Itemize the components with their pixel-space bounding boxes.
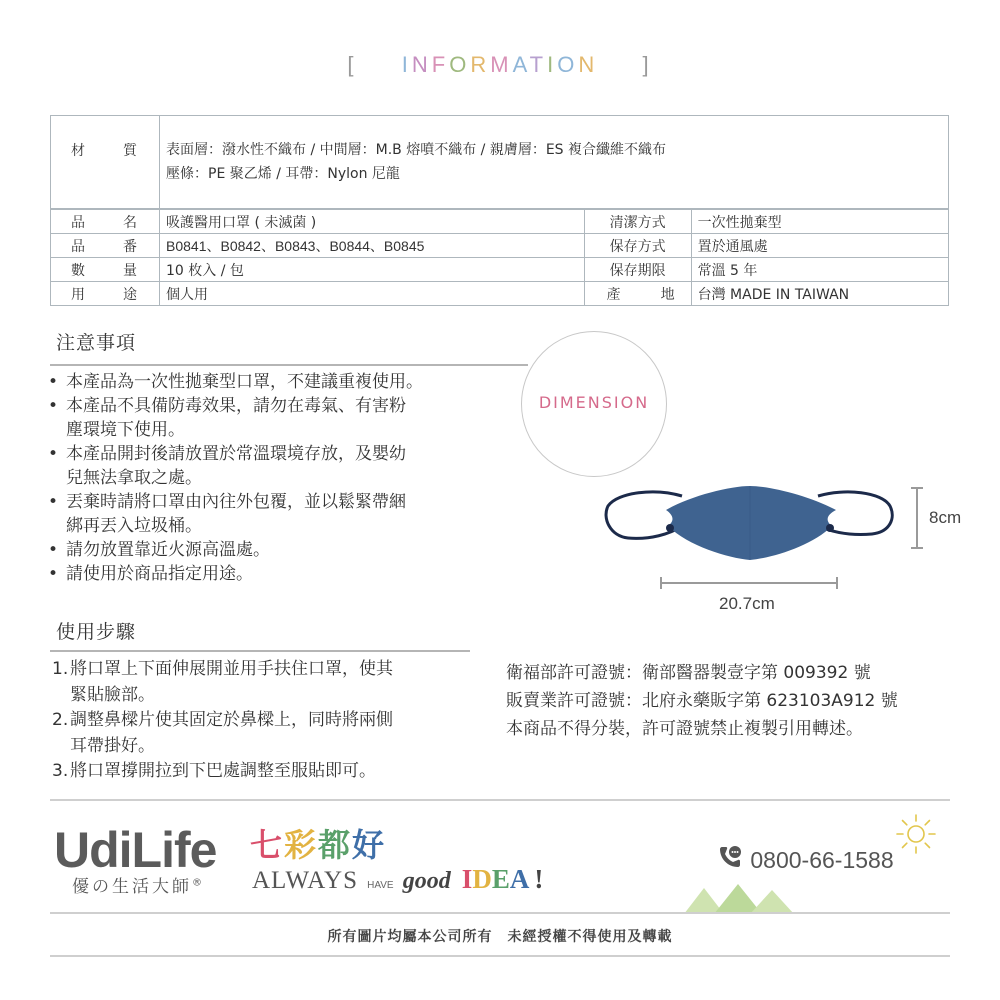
note-item <box>48 562 518 586</box>
step-number: 1. <box>52 659 69 679</box>
steps-divider <box>50 650 470 652</box>
spec-value: B0841、B0842、B0843、B0844、B0845 <box>160 234 585 258</box>
idea-letter: D <box>472 864 492 894</box>
slogan-have: HAVE <box>367 880 394 891</box>
bullet-icon: • <box>48 372 59 392</box>
phone-chat-icon <box>716 846 744 872</box>
width-marker-right <box>836 577 838 589</box>
copyright-text: 所有圖片均屬本公司所有 未經授權不得使用及轉載 <box>327 929 673 945</box>
slogan-char: 都 <box>318 826 353 864</box>
information-letter: I <box>547 52 558 77</box>
width-marker-left <box>660 577 662 589</box>
spec-row <box>51 209 949 234</box>
information-letter: N <box>578 52 599 77</box>
logo-subtitle: 優の生活大師® <box>72 877 202 897</box>
width-marker <box>660 582 838 584</box>
spec-value: 吸護醫用口罩 ( 未滅菌 ) <box>160 209 585 234</box>
slogan-english <box>252 864 543 895</box>
information-letter: O <box>557 52 579 77</box>
information-title <box>402 52 598 77</box>
information-letter: M <box>490 52 513 77</box>
close-bracket: ] <box>642 52 653 77</box>
note-item <box>48 394 518 442</box>
step-item <box>52 759 492 785</box>
notes-list <box>48 370 518 586</box>
note-line: 塵環境下使用。 <box>66 420 185 440</box>
spec-key: 品 番 <box>51 234 160 258</box>
spec-row <box>51 258 949 282</box>
slogan-idea <box>462 864 530 894</box>
spec-key: 用 途 <box>51 282 160 306</box>
width-label: 20.7cm <box>719 594 775 613</box>
note-item <box>48 442 518 490</box>
step-line: 將口罩上下面伸展開並用手扶住口罩，使其 <box>70 659 393 679</box>
hills-decoration <box>684 882 804 914</box>
step-line: 耳帶掛好。 <box>70 735 155 756</box>
spec-key-material: 材 質 <box>51 116 160 210</box>
mask-illustration <box>600 480 900 565</box>
spec-value-2: 置於通風處 <box>691 234 948 258</box>
notes-title: 注意事項 <box>56 332 137 354</box>
information-letter: O <box>449 52 471 77</box>
phone-text: 0800-66-1588 <box>750 847 894 873</box>
spec-value: 個人用 <box>160 282 585 306</box>
note-line: 請勿放置靠近火源高溫處。 <box>66 540 270 560</box>
bullet-icon: • <box>48 540 59 560</box>
spec-value: 10 枚入 / 包 <box>160 258 585 282</box>
spec-value-2: 常溫 5 年 <box>691 258 948 282</box>
bullet-icon: • <box>48 396 59 416</box>
information-letter: N <box>411 52 432 77</box>
note-item <box>48 490 518 538</box>
footer-bottom-divider <box>50 955 950 957</box>
slogan-chinese <box>250 820 386 866</box>
step-item <box>52 657 492 708</box>
information-header <box>0 52 1000 78</box>
phone-number[interactable] <box>716 846 894 874</box>
slogan-good: good <box>402 868 451 894</box>
spec-row <box>51 282 949 306</box>
slogan-char: 好 <box>352 826 387 864</box>
step-number: 2. <box>52 710 69 730</box>
bullet-icon: • <box>48 564 59 584</box>
spec-key: 品 名 <box>51 209 160 234</box>
spec-key-2: 保存方式 <box>584 234 691 258</box>
license-line-1: 衛福部許可證號：衛部醫器製壹字第 009392 號 <box>506 663 871 683</box>
step-line: 緊貼臉部。 <box>70 684 155 705</box>
height-marker-top <box>911 487 923 489</box>
license-line-2: 販賣業許可證號：北府永藥販字第 623103A912 號 <box>506 691 898 711</box>
step-number: 3. <box>52 761 69 781</box>
notes-divider <box>50 364 528 366</box>
open-bracket: [ <box>347 52 358 77</box>
note-item <box>48 538 518 562</box>
sun-icon <box>894 812 938 856</box>
slogan-always: ALWAYS <box>252 867 359 894</box>
spec-key-2: 產 地 <box>584 282 691 306</box>
spec-key: 數 量 <box>51 258 160 282</box>
note-item <box>48 370 518 394</box>
information-letter: R <box>470 52 491 77</box>
idea-letter: I <box>461 864 473 894</box>
slogan-exclaim: ! <box>534 864 544 894</box>
spec-row-material <box>51 116 949 210</box>
height-marker <box>916 487 918 549</box>
steps-list <box>52 657 492 785</box>
spec-table <box>50 115 949 306</box>
spec-key-2: 清潔方式 <box>584 209 691 234</box>
spec-value-material <box>160 116 949 210</box>
steps-title: 使用步驟 <box>56 621 137 643</box>
note-line: 綁再丟入垃圾桶。 <box>66 516 202 536</box>
spec-value-2: 台灣 MADE IN TAIWAN <box>691 282 948 306</box>
license-line-3: 本商品不得分裝，許可證號禁止複製引用轉述。 <box>506 719 863 739</box>
idea-letter: A <box>509 864 530 894</box>
information-letter: I <box>401 52 412 77</box>
information-letter: F <box>431 52 450 77</box>
material-line-1: 表面層：潑水性不織布 / 中間層：M.B 熔噴不織布 / 親膚層：ES 複合纖維不織布 <box>166 142 666 158</box>
license-info <box>506 659 898 743</box>
spec-row <box>51 234 949 258</box>
information-letter: A <box>512 52 530 77</box>
height-label: 8cm <box>929 508 962 527</box>
note-line: 本產品為一次性拋棄型口罩，不建議重複使用。 <box>66 372 423 392</box>
material-line-2: 壓條：PE 聚乙烯 / 耳帶：Nylon 尼龍 <box>166 166 400 182</box>
footer-top-divider <box>50 799 950 801</box>
idea-letter: E <box>491 864 510 894</box>
note-line: 兒無法拿取之處。 <box>66 468 202 488</box>
note-line: 本產品不具備防毒效果，請勿在毒氣、有害粉 <box>66 396 406 416</box>
udilife-logo: UdiLife <box>54 822 217 878</box>
slogan-char: 七 <box>250 826 285 864</box>
footer-mid-divider <box>50 912 950 914</box>
spec-key-2: 保存期限 <box>584 258 691 282</box>
information-letter: T <box>529 52 548 77</box>
step-line: 將口罩撐開拉到下巴處調整至服貼即可。 <box>70 761 376 781</box>
bullet-icon: • <box>48 444 59 464</box>
height-marker-bottom <box>911 547 923 549</box>
spec-value-2: 一次性拋棄型 <box>691 209 948 234</box>
note-line: 本產品開封後請放置於常溫環境存放，及嬰幼 <box>66 444 406 464</box>
slogan-char: 彩 <box>284 826 319 864</box>
step-item <box>52 708 492 759</box>
note-line: 丟棄時請將口罩由內往外包覆，並以鬆緊帶綑 <box>66 492 406 512</box>
dimension-title: DIMENSION <box>538 393 650 412</box>
bullet-icon: • <box>48 492 59 512</box>
step-line: 調整鼻樑片使其固定於鼻樑上，同時將兩側 <box>70 710 393 730</box>
note-line: 請使用於商品指定用途。 <box>66 564 253 584</box>
